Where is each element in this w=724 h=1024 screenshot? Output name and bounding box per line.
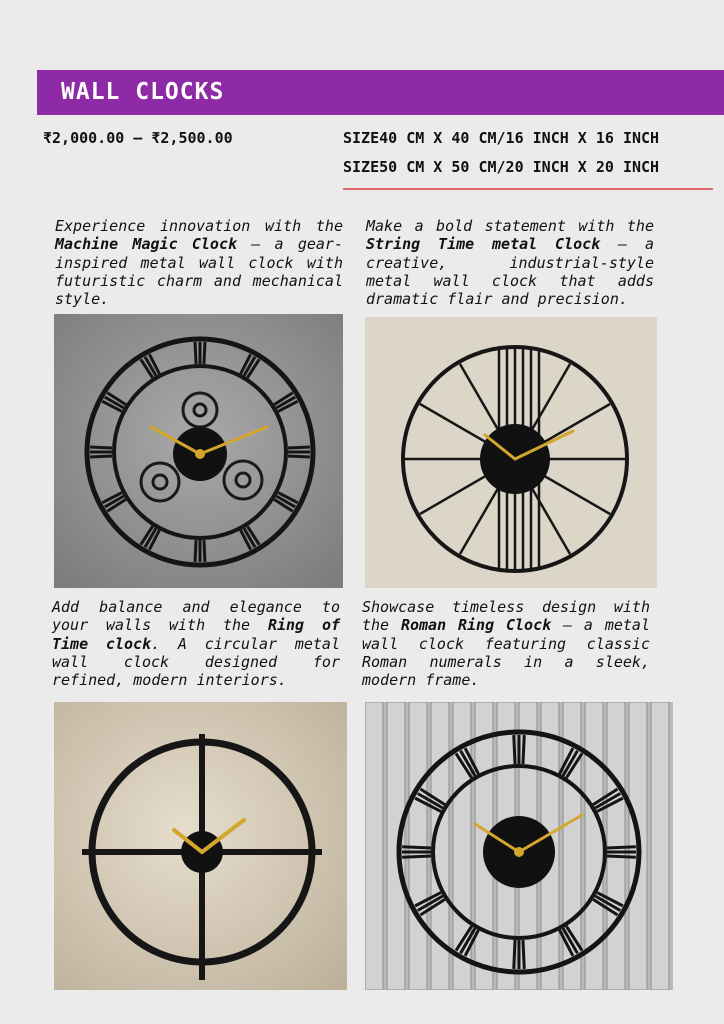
page-title: WALL CLOCKS bbox=[61, 79, 225, 105]
product-description-machine-magic: Experience innovation with the Machine Magic Clock – a gear-inspired metal wall clock with futuristic charm and mechanical style. bbox=[55, 217, 343, 309]
product-description-ring-of-time: Add balance and elegance to your walls with the Ring of Time clock. A circular metal wall clock designed for refined, modern interiors. bbox=[52, 598, 340, 690]
header-banner bbox=[37, 70, 724, 115]
divider-line bbox=[343, 188, 713, 190]
product-description-string-time: Make a bold statement with the String Time metal Clock – a creative, industrial-style metal wall clock that adds dramatic flair and precision. bbox=[366, 217, 654, 309]
product-name: Machine Magic Clock bbox=[55, 235, 238, 254]
product-name: Ring of Time clock bbox=[52, 616, 340, 653]
size-option-2: SIZE50 CM X 50 CM/20 INCH X 20 INCH bbox=[343, 158, 660, 176]
product-description-roman-ring: Showcase timeless design with the Roman Ring Clock – a metal wall clock featuring classic Roman numerals in a sleek, modern frame. bbox=[362, 598, 650, 690]
product-photo-machine-magic bbox=[54, 314, 343, 588]
price-range: ₹2,000.00 – ₹2,500.00 bbox=[43, 129, 233, 147]
size-option-1: SIZE40 CM X 40 CM/16 INCH X 16 INCH bbox=[343, 129, 660, 147]
product-name: Roman Ring Clock bbox=[400, 616, 552, 635]
product-name: String Time metal Clock bbox=[366, 235, 601, 254]
product-photo-ring-of-time bbox=[54, 702, 347, 990]
product-photo-roman-ring bbox=[365, 702, 673, 990]
product-photo-string-time bbox=[365, 317, 657, 588]
